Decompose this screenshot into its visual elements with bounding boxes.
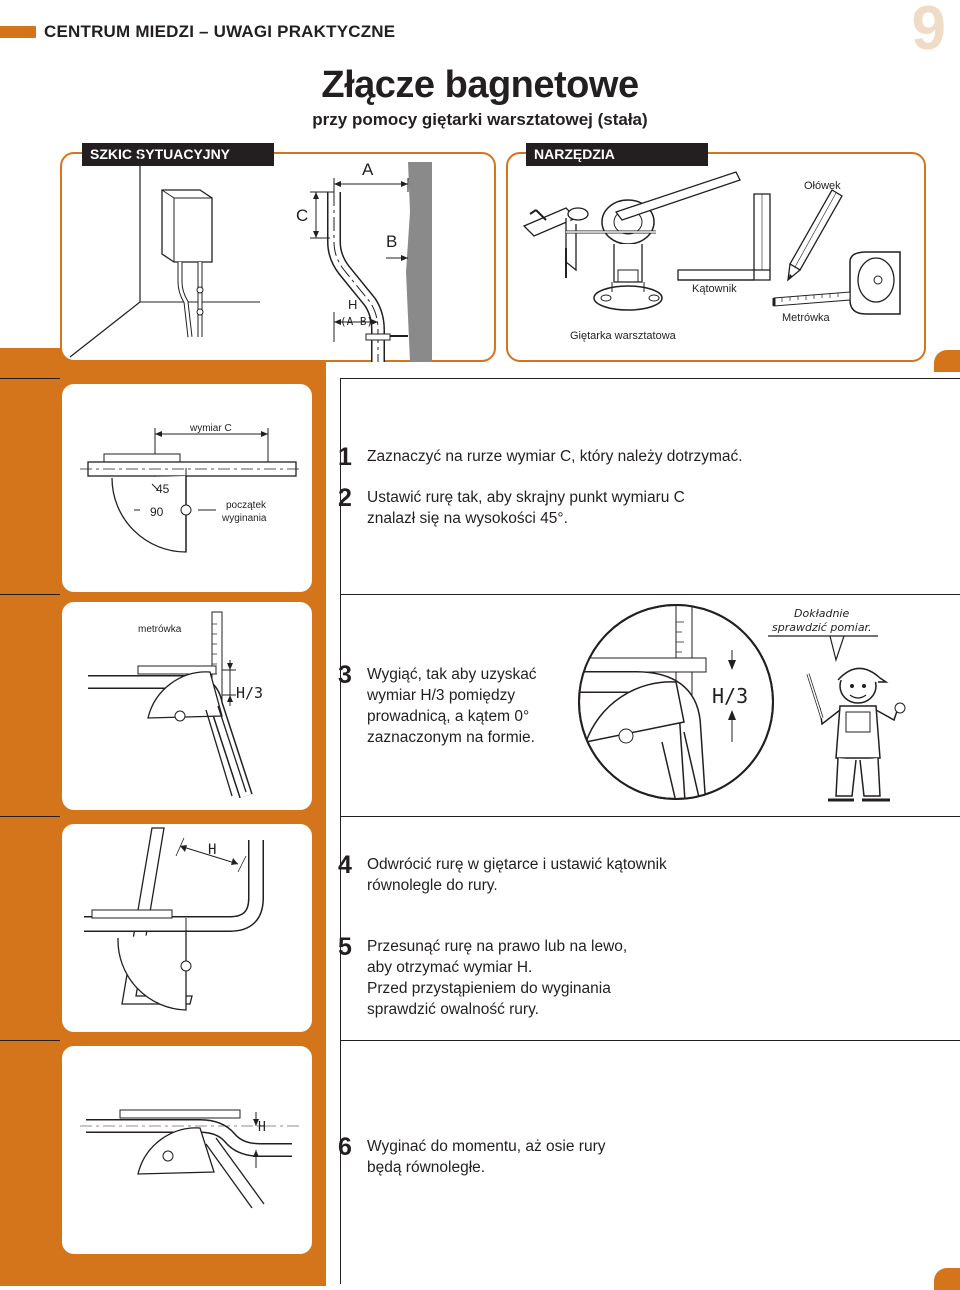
step-5-line: aby otrzymać wymiar H.: [367, 959, 533, 976]
fig4-h-label: H: [208, 842, 217, 858]
fig3-zoom-h3-label: H/3: [712, 684, 749, 708]
step-4-line: Odwrócić rurę w giętarce i ustawić kątownik: [367, 856, 667, 873]
fig1-angle-90: 90: [150, 505, 164, 519]
separator: [340, 594, 960, 595]
step-4-text: [367, 854, 927, 896]
tools-label: NARZĘDZIA: [526, 143, 708, 166]
dim-h-label: H: [348, 297, 358, 312]
step-6-line: Wyginać do momentu, aż osie rury: [367, 1138, 606, 1155]
step-5-line: sprawdzić owalność rury.: [367, 1001, 539, 1018]
step-6-line: będą równoległe.: [367, 1159, 486, 1176]
tool-bender-label: Giętarka warsztatowa: [570, 330, 676, 342]
separator: [0, 378, 60, 379]
step-2-line: znalazł się na wysokości 45°.: [367, 510, 568, 527]
step-3-number: 3: [338, 661, 352, 689]
tool-square-label: Kątownik: [692, 283, 737, 295]
step-2-number: 2: [338, 484, 352, 512]
step-5-line: Przesunąć rurę na prawo lub na lewo,: [367, 938, 628, 955]
separator: [340, 816, 960, 817]
fig1-start-label-2: wyginania: [222, 513, 267, 524]
step-6-number: 6: [338, 1133, 352, 1161]
separator: [0, 594, 60, 595]
fig1-start-label-1: początek: [226, 500, 267, 511]
separator: [0, 816, 60, 817]
step-1-number: 1: [338, 443, 352, 471]
fig3-h3-label: H/3: [236, 684, 264, 702]
sketch-label: SZKIC SYTUACYJNY: [82, 143, 274, 166]
tool-tape-label: Metrówka: [782, 312, 830, 324]
separator: [0, 1040, 60, 1041]
figure-4-5-drawing: [60, 822, 314, 1034]
right-edge-tab-top: [934, 350, 960, 372]
step-5-line: Przed przystąpieniem do wyginania: [367, 980, 611, 997]
separator: [340, 378, 960, 379]
speech-line-1: Dokładnie: [794, 607, 850, 620]
fig1-dim-label: wymiar C: [190, 423, 232, 434]
fig1-angle-45: 45: [156, 482, 170, 496]
step-3-line: prowadnicą, a kątem 0°: [367, 708, 530, 725]
section-title: CENTRUM MIEDZI – UWAGI PRAKTYCZNE: [44, 22, 396, 41]
situational-sketch: [60, 152, 494, 362]
fig3-tape-label: metrówka: [138, 624, 182, 635]
step-6-text: [367, 1136, 927, 1178]
step-4-line: równolegle do rury.: [367, 877, 498, 894]
step-3-line: Wygiąć, tak aby uzyskać: [367, 666, 537, 683]
figure-6-drawing: [60, 1044, 314, 1256]
step-3-text: [367, 664, 567, 748]
page-title: Złącze bagnetowe: [321, 64, 639, 106]
step-3-line: zaznaczonym na formie.: [367, 729, 535, 746]
separator: [340, 1040, 960, 1041]
step-2-text: [367, 487, 927, 529]
tools-illustration: [506, 152, 926, 362]
step-5-number: 5: [338, 933, 352, 961]
tool-pencil-label: Ołówek: [804, 180, 841, 192]
step-4-number: 4: [338, 851, 352, 879]
page-number: 9: [911, 0, 946, 63]
step-5-text: [367, 936, 927, 1020]
speech-line-2: sprawdzić pomiar.: [772, 621, 872, 634]
step-1-line: Zaznaczyć na rurze wymiar C, który należy dotrzymać.: [367, 448, 743, 465]
dim-h-formula: (A-B): [340, 315, 374, 328]
dim-b-label: B: [386, 232, 398, 251]
step-2-line: Ustawić rurę tak, aby skrajny punkt wymiaru C: [367, 489, 685, 506]
figure-1-2-drawing: [60, 382, 314, 594]
dim-a-label: A: [362, 160, 374, 179]
figure-3-drawing: [60, 600, 314, 812]
step-1-text: [367, 446, 927, 467]
fig6-h-label: H: [258, 1120, 266, 1135]
step-3-line: wymiar H/3 pomiędzy: [367, 687, 516, 704]
worker-figure: [800, 660, 920, 808]
dim-c-label: C: [296, 206, 309, 225]
right-edge-tab-bottom: [934, 1268, 960, 1290]
page-subtitle: przy pomocy giętarki warsztatowej (stała): [312, 110, 648, 129]
header-accent-bar: [0, 26, 36, 38]
